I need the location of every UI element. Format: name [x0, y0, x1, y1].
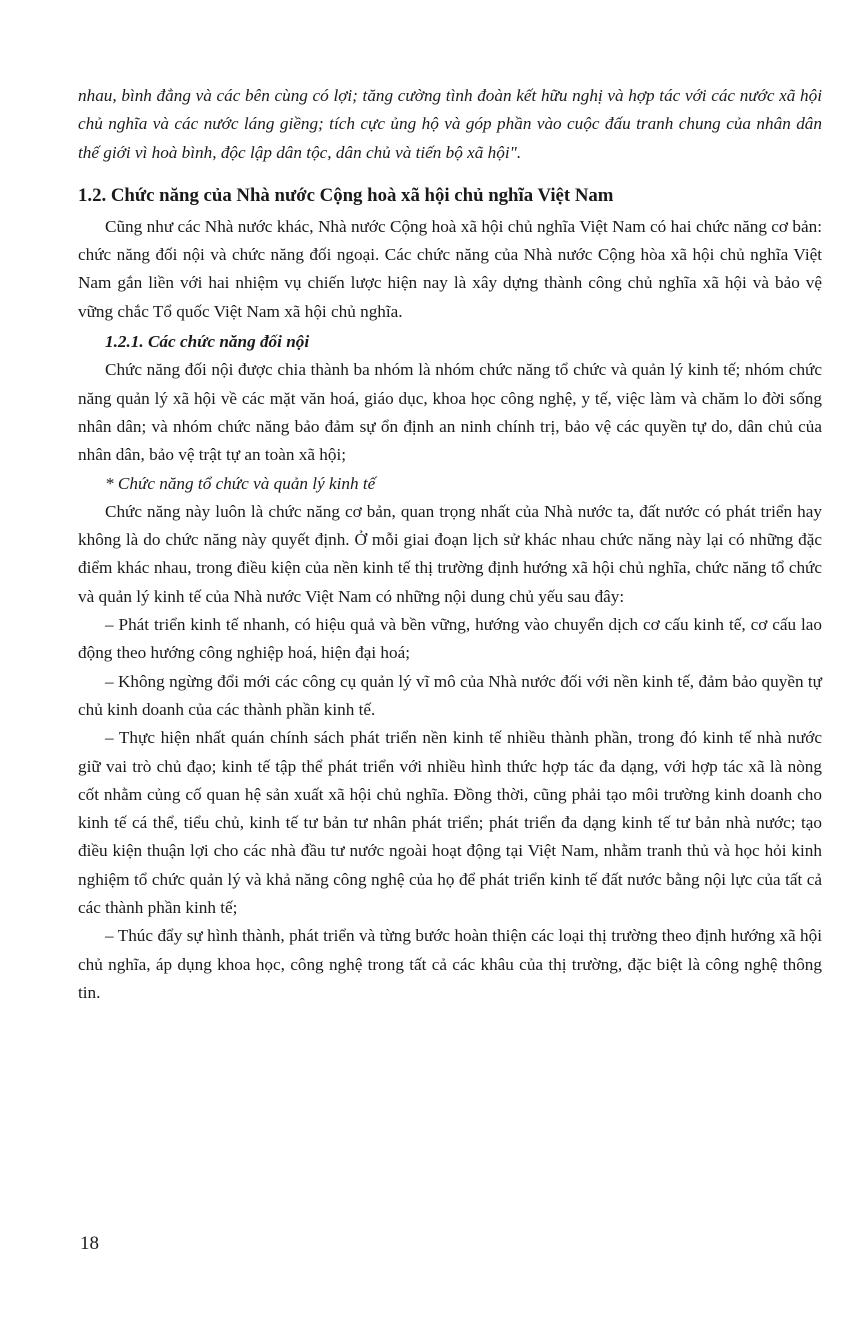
page-body	[78, 82, 822, 1007]
subsection-intro-paragraph: Chức năng đối nội được chia thành ba nhóm là nhóm chức năng tổ chức và quản lý kinh tế; nhóm chức năng quản lý xã hội về các mặt văn hoá, giáo dục, khoa học công nghệ, y tế, việc làm và chăm lo đời sống nhân dân; và nhóm chức năng bảo đảm sự ổn định an ninh chính trị, bảo vệ các quyền tự do, dân chủ của nhân dân, bảo vệ trật tự an toàn xã hội;	[78, 360, 822, 465]
page-number: 18	[80, 1233, 99, 1254]
quote-continuation: nhau, bình đẳng và các bên cùng có lợi; tăng cường tình đoàn kết hữu nghị và hợp tác với các nước xã hội chủ nghĩa và các nước láng giềng; tích cực ủng hộ và góp phần vào cuộc đấu tranh chung của nhân dân thế giới vì hoà bình, độc lập dân tộc, dân chủ và tiến bộ xã hội".	[78, 86, 822, 162]
bullet-item-3: – Thực hiện nhất quán chính sách phát triển nền kinh tế nhiều thành phần, trong đó kinh tế nhà nước giữ vai trò chủ đạo; kinh tế tập thể phát triển với nhiều hình thức hợp tác đa dạng, với hợp tác xã là nòng cốt nhằm củng cố quan hệ sản xuất xã hội chủ nghĩa. Đồng thời, cũng phải tạo môi trường kinh doanh cho kinh tế cá thể, tiểu chủ, kinh tế tư bản tư nhân phát triển; phát triển đa dạng kinh tế tư bản nhà nước; tạo điều kiện thuận lợi cho các nhà đầu tư nước ngoài hoạt động tại Việt Nam, nhằm tranh thủ và học hỏi kinh nghiệm tổ chức quản lý và khả năng công nghệ của họ để phát triển kinh tế đất nước bằng nội lực của tất cả các thành phần kinh tế;	[78, 728, 822, 918]
bullet-item-1: – Phát triển kinh tế nhanh, có hiệu quả và bền vững, hướng vào chuyển dịch cơ cấu kinh tế, cơ cấu lao động theo hướng công nghiệp hoá, hiện đại hoá;	[78, 615, 822, 663]
section-heading: 1.2. Chức năng của Nhà nước Cộng hoà xã hội chủ nghĩa Việt Nam	[78, 184, 614, 206]
subsection-heading: 1.2.1. Các chức năng đối nội	[105, 332, 310, 352]
economic-function-paragraph: Chức năng này luôn là chức năng cơ bản, quan trọng nhất của Nhà nước ta, đất nước có phát triển hay không là do chức năng này quyết định. Ở mỗi giai đoạn lịch sử khác nhau chức năng này lại có những đặc điểm khác nhau, trong điều kiện của nền kinh tế thị trường định hướng xã hội chủ nghĩa, chức năng tổ chức và quản lý kinh tế của Nhà nước Việt Nam có những nội dung chủ yếu sau đây:	[78, 501, 822, 606]
bullet-item-2: – Không ngừng đổi mới các công cụ quản lý vĩ mô của Nhà nước đối với nền kinh tế, đảm bảo quyền tự chủ kinh doanh của các thành phần kinh tế.	[78, 671, 822, 719]
bullet-item-4: – Thúc đẩy sự hình thành, phát triển và từng bước hoàn thiện các loại thị trường theo định hướng xã hội chủ nghĩa, áp dụng khoa học, công nghệ trong tất cả các khâu của thị trường, đặc biệt là công nghệ thông tin.	[78, 926, 822, 1002]
economic-function-heading: * Chức năng tổ chức và quản lý kinh tế	[105, 473, 376, 493]
section-intro-paragraph: Cũng như các Nhà nước khác, Nhà nước Cộng hoà xã hội chủ nghĩa Việt Nam có hai chức năng cơ bản: chức năng đối nội và chức năng đối ngoại. Các chức năng của Nhà nước Cộng hòa xã hội chủ nghĩa Việt Nam gắn liền với hai nhiệm vụ chiến lược hiện nay là xây dựng thành công chủ nghĩa xã hội và bảo vệ vững chắc Tổ quốc Việt Nam xã hội chủ nghĩa.	[78, 216, 822, 321]
